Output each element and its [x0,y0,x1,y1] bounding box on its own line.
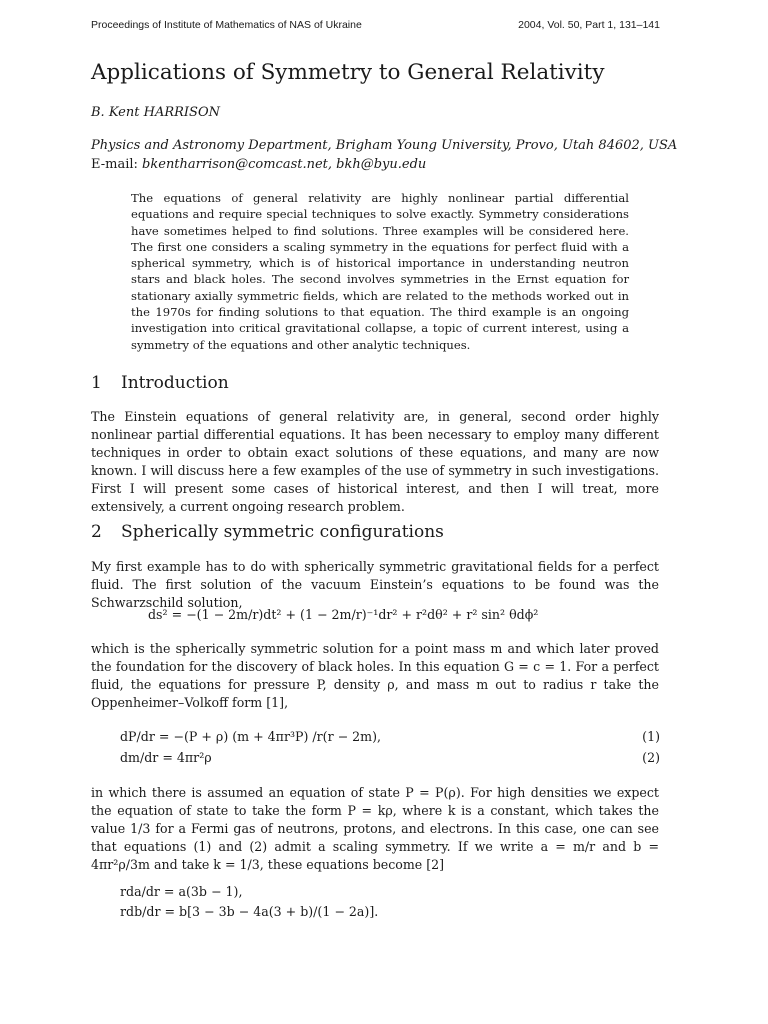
equation-2: dm/dr = 4πr²ρ [120,750,212,765]
section-number: 2 [91,522,102,542]
paragraph-perfect-fluid: which is the spherically symmetric solution for a point mass m and which later proved the foundation for the discovery of black holes. In this equation G = c = 1. For a perfect fluid, the equations for pressure P, density ρ, and mass m out to radius r take the Oppenheimer–Volkoff form [1], [91,641,659,711]
section-heading-introduction [91,373,229,393]
equation-schwarzschild: ds² = −(1 − 2m/r)dt² + (1 − 2m/r)⁻¹dr² + r²dθ² + r² sin² θdϕ² [148,607,539,622]
equation-3: rda/dr = a(3b − 1), [120,884,243,899]
paragraph-scaling-symmetry: in which there is assumed an equation of state P = P(ρ). For high densities we expect the equation of state to take the form P = kρ, where k is a constant, which takes the value 1/3 for a Fermi gas of neutrons, protons, and electrons. In this case, one can see that equations (1) and (2) admit a scaling symmetry. If we write a = m/r and b = 4πr²ρ/3m and take k = 1/3, these equations become [2] [91,785,659,873]
paragraph-schwarzschild-intro: My first example has to do with spherically symmetric gravitational fields for a perfect fluid. The first solution of the vacuum Einstein’s equations to be found was the Schwarzschild solution, [91,559,659,611]
running-header [91,19,660,35]
equation-4: rdb/dr = b[3 − 3b − 4a(3 + b)/(1 − 2a)]. [120,904,379,919]
journal-name: Proceedings of Institute of Mathematics of NAS of Ukraine [91,19,362,31]
equation-1: dP/dr = −(P + ρ) (m + 4πr³P) /r(r − 2m), [120,729,382,744]
section-number: 1 [91,373,102,393]
paper-title: Applications of Symmetry to General Relativity [91,60,605,85]
affiliation: Physics and Astronomy Department, Brigham Young University, Provo, Utah 84602, USA [91,138,678,153]
abstract: The equations of general relativity are highly nonlinear partial differential equations and require special techniques to solve exactly. Symmetry considerations have sometimes helped to find solutions. Three examples will be considered here. The first one considers a scaling symmetry in the equations for perfect fluid with a spherical symmetry, which is of historical importance in understanding neutron stars and black holes. The second involves symmetries in the Ernst equation for stationary axially symmetric fields, which are related to the methods worked out in the 1970s for finding solutions to that equation. The third example is an ongoing investigation into critical gravitational collapse, a topic of current interest, using a symmetry of the equations and other analytic techniques. [131,191,629,352]
section-title: Introduction [121,373,229,393]
section-title: Spherically symmetric configurations [121,522,444,542]
equation-number-2: (2) [642,750,660,765]
equation-number-1: (1) [642,729,660,744]
author-name: B. Kent HARRISON [91,105,220,120]
email-addresses: bkentharrison@comcast.net, bkh@byu.edu [142,157,427,172]
paragraph-introduction: The Einstein equations of general relativity are, in general, second order highly nonlinear partial differential equations. It has been necessary to employ many different techniques in order to obtain exact solutions of these equations, and many are now known. I will discuss here a few examples of the use of symmetry in such investigations. First I will present some cases of historical interest, and then I will treat, more extensively, a current ongoing research problem. [91,409,659,515]
volume-info: 2004, Vol. 50, Part 1, 131–141 [518,19,660,31]
email-line [91,157,426,172]
email-label: E-mail: [91,157,138,172]
section-heading-spherical [91,522,444,542]
